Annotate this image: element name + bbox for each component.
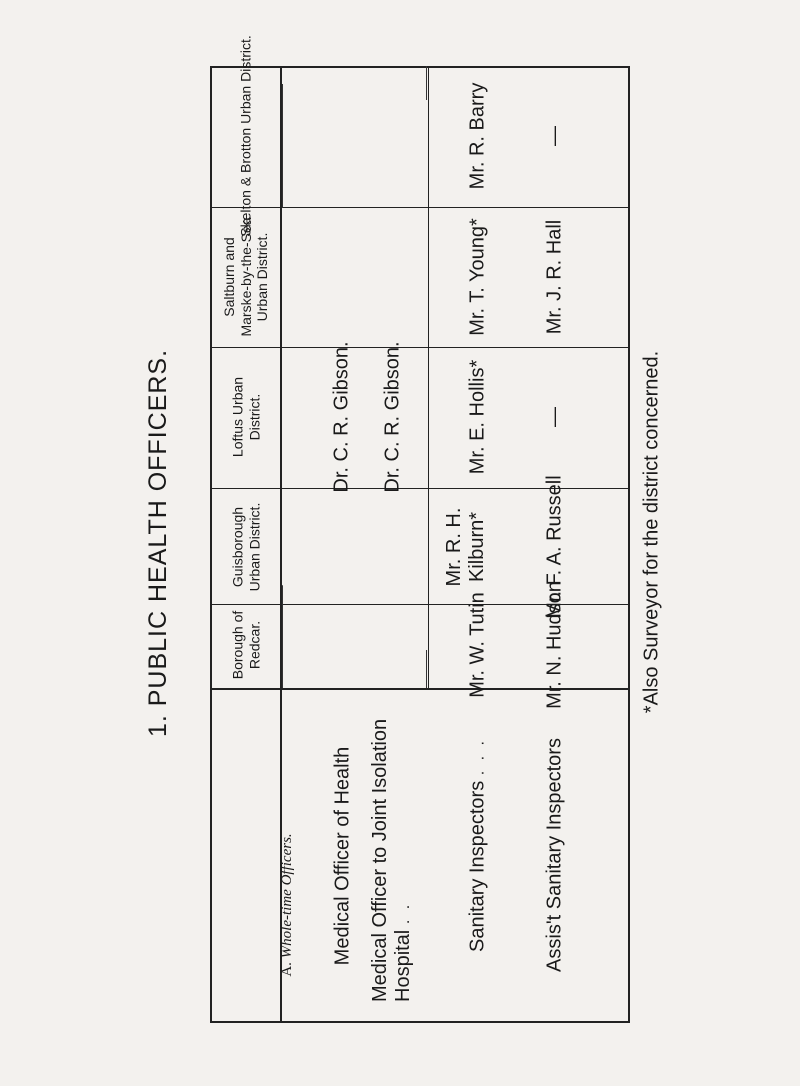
moh-value: Dr. C. R. Gibson. <box>330 341 353 493</box>
role-sanitary-inspectors-label: Sanitary Inspectors <box>466 780 489 952</box>
column-divider <box>210 604 630 605</box>
footnote: *Also Surveyor for the district concerned. <box>640 350 663 714</box>
leader-dots: . . . <box>470 738 488 776</box>
assistant-inspector-loftus: — <box>543 407 566 427</box>
role-column-divider <box>210 688 630 690</box>
sanitary-inspector-guisborough: Mr. R. H. Kilburn* <box>443 507 488 587</box>
assistant-inspector-saltburn: Mr. J. R. Hall <box>543 219 566 335</box>
district-header-guisborough: Guisborough Urban District. <box>229 502 262 592</box>
district-header-redcar: Borough of Redcar. <box>229 610 262 680</box>
sanitary-inspector-saltburn: Mr. T. Young* <box>466 218 489 336</box>
section-divider <box>428 66 429 688</box>
sanitary-inspector-redcar: Mr. W. Tutin <box>466 592 489 698</box>
section-a-label <box>280 833 296 976</box>
role-assistant-sanitary-inspectors: Assis't Sanitary Inspectors <box>543 738 566 972</box>
table-frame <box>210 66 630 1023</box>
assistant-inspector-guisborough: Mr. F. A. Russell <box>543 475 566 619</box>
bracket-line <box>426 66 427 100</box>
assistant-inspector-redcar: Mr. N. Hudson <box>543 581 566 709</box>
district-header-saltburn: Saltburn and Marske-by-the-Sea Urban District. <box>221 217 271 337</box>
page-title: 1. PUBLIC HEALTH OFFICERS. <box>143 348 172 738</box>
bracket-line <box>282 585 283 688</box>
section-a-title: Whole-time Officers. <box>279 833 296 959</box>
bracket-line <box>426 650 427 688</box>
isolation-hospital-officer-value: Dr. C. R. Gibson. <box>381 341 404 493</box>
role-sanitary-inspectors <box>467 738 490 952</box>
section-a-letter: A. <box>279 962 296 977</box>
leader-dots: . . <box>396 901 413 925</box>
district-header-skelton: Skelton & Brotton Urban District. <box>237 35 254 237</box>
role-isolation-hospital-label: Medical Officer to Joint Isolation Hospital <box>369 718 414 1002</box>
column-divider <box>210 347 630 348</box>
assistant-inspector-skelton: — <box>543 126 566 146</box>
sanitary-inspector-loftus: Mr. E. Hollis* <box>466 359 489 475</box>
column-divider <box>210 207 630 208</box>
bracket-line <box>282 84 283 208</box>
column-divider <box>210 488 630 489</box>
role-isolation-hospital-officer <box>369 712 415 1002</box>
role-medical-officer-of-health: Medical Officer of Health <box>331 746 354 966</box>
district-header-loftus: Loftus Urban District. <box>229 376 262 458</box>
sanitary-inspector-skelton: Mr. R. Barry <box>466 82 489 190</box>
